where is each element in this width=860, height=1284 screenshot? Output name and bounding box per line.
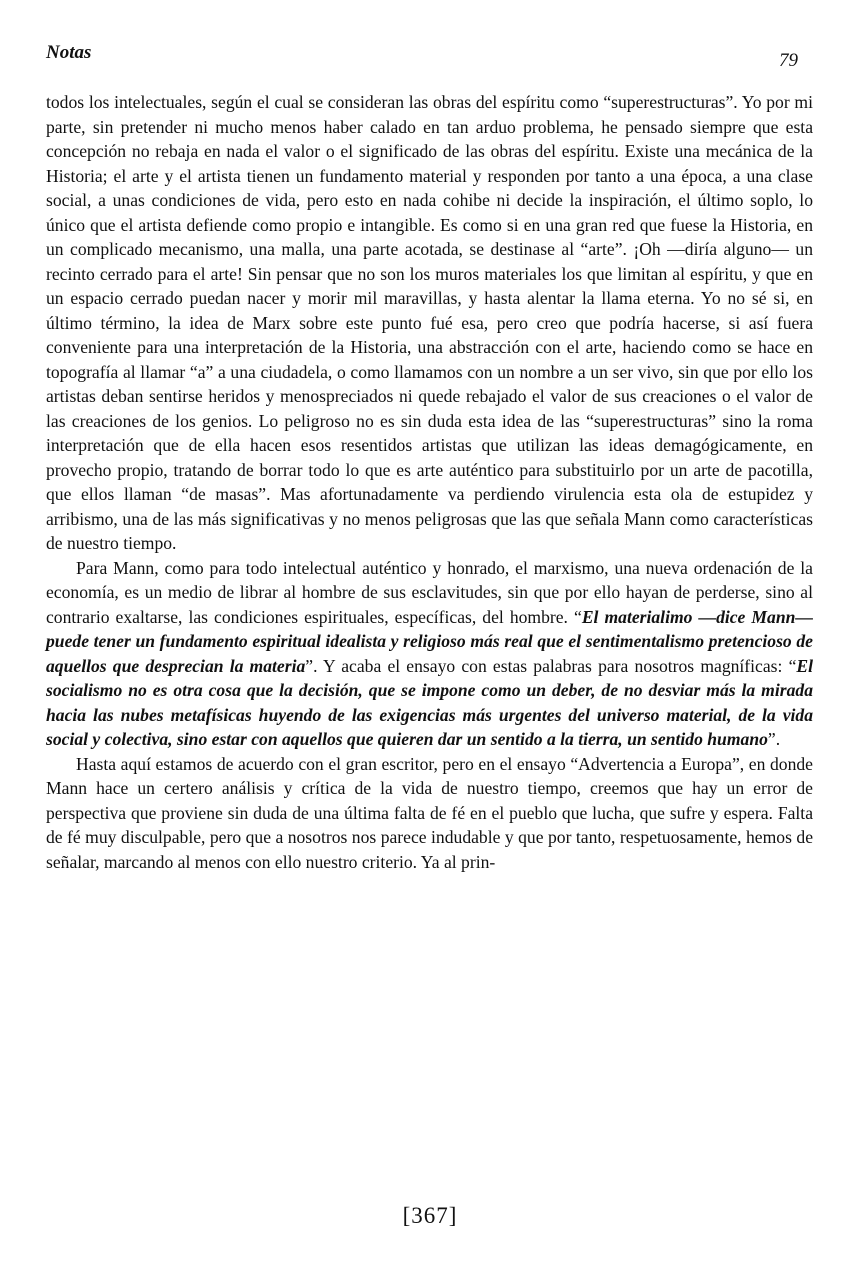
paragraph-3 bbox=[46, 752, 813, 875]
quote-materialism: El materialimo —dice Mann— puede tener un fundamento espiritual idealista y religioso más real que el sentimentalismo pretencioso de aquellos que desprecian la materia bbox=[46, 606, 814, 676]
quote-socialism: El socialismo no es otra cosa que la decisión, que se impone como un deber, de no desviar más la mirada hacia las nubes metafísicas huyendo de las exigencias más urgentes del universo material, de la vida social y colectiva, sino estar con aquellos que quieren dar un sentido a la tierra, un sentido humano bbox=[46, 655, 814, 749]
paragraph-2-text-b: ”. Y acaba el ensayo con estas palabras para nosotros magníficas: “ bbox=[305, 655, 797, 676]
running-head-title: Notas bbox=[46, 42, 92, 63]
paragraph-1-text: todos los intelectuales, según el cual se consideran las obras del espíritu como “superestructuras”. Yo por mi parte, sin pretender ni mucho menos haber calado en tan arduo problema, he pensado siempre que esta concepción no rebaja en nada el valor o el significado de las obras del espíritu. Existe una mecánica de la Historia; el arte y el artista tienen un fundamento material y responden por tanto a una época, a una clase social, a unas condiciones de vida, pero esto en nada cohibe ni decide la inspiración, el último soplo, lo único que el artista defiende como propio e intangible. Es como si en una gran red que fuese la Historia, en un complicado mecanismo, una malla, una parte acotada, se destinase al “arte”. ¡Oh —diría alguno— un recinto cerrado para el arte! Sin pensar que no son los muros materiales los que limitan al espíritu, y que en un espacio cerrado puedan nacer y morir mil maravillas, y hasta alentar la llama eterna. Yo no sé si, en último término, la idea de Marx sobre este punto fué esa, pero creo que podría hacerse, si así fuera conveniente para una interpretación de la Historia, una abstracción con el arte, haciendo como se hace en topografía al llamar “a” a una ciudadela, o como llamamos con un nombre a un ser vivo, sin que por ello los artistas deban sentirse heridos y menospreciados ni quede rebajado el valor de sus creaciones o el valor de las creaciones de los genios. Lo peligroso no es sin duda esta idea de las “superestructuras” sino la roma interpretación que de ella hacen esos resentidos artistas que utilizan las ideas demagógicamente, en provecho propio, tratando de borrar todo lo que es arte auténtico para substituirlo por un arte de pacotilla, que ellos llaman “de masas”. Mas afortunadamente va perdiendo virulencia esta ola de estupidez y arribismo, una de las más significativas y no menos peligrosas que las que señala Mann como características de nuestro tiempo. bbox=[46, 92, 813, 553]
paragraph-1 bbox=[46, 90, 813, 556]
body-text bbox=[46, 90, 813, 874]
paragraph-2-text-c: ”. bbox=[767, 729, 781, 749]
footer-folio: [367] bbox=[402, 1203, 458, 1228]
page-number: 79 bbox=[779, 50, 798, 71]
paragraph-3-text: Hasta aquí estamos de acuerdo con el gran escritor, pero en el ensayo “Advertencia a Europa”, en donde Mann hace un certero análisis y crítica de la vida de nuestro tiempo, creemos que hay un error de perspectiva que proviene sin duda de una última falta de fé en el pueblo que lucha, que sufre y espera. Falta de fé muy disculpable, pero que a nosotros nos parece indudable y que por tanto, respetuosamente, hemos de señalar, marcando al menos con ello nuestro criterio. Ya al prin- bbox=[46, 753, 813, 872]
paragraph-2-text-a: Para Mann, como para todo intelectual auténtico y honrado, el marxismo, una nueva ordenación de la economía, es un medio de librar al hombre de sus esclavitudes, sin que por ello hayan de perderse, sino al contrario exaltarse, las condiciones espirituales, específicas, del hombre. “ bbox=[46, 557, 813, 627]
paragraph-2 bbox=[46, 556, 813, 752]
